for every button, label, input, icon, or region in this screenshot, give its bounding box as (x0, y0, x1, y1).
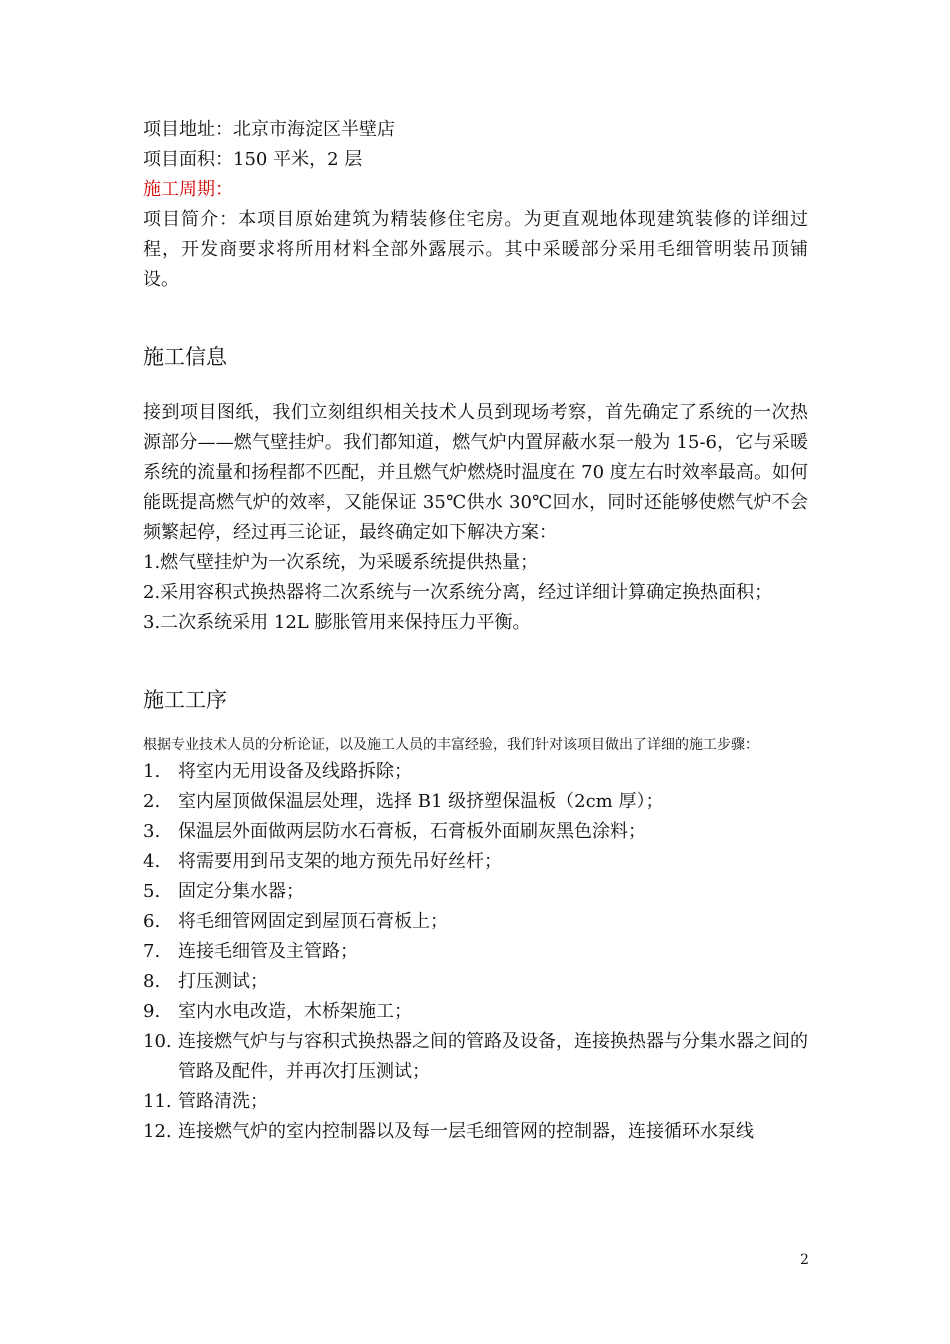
step-item (143, 997, 808, 1027)
step-number: 3. (143, 821, 161, 842)
step-number: 4. (143, 851, 161, 872)
step-number: 12. (143, 1121, 172, 1142)
step-text: 将室内无用设备及线路拆除； (178, 761, 412, 782)
step-number: 9. (143, 1001, 161, 1022)
construction-info-body: 接到项目图纸，我们立刻组织相关技术人员到现场考察，首先确定了系统的一次热源部分——燃气壁挂炉。我们都知道，燃气炉内置屏蔽水泵一般为 15-6，它与采暖系统的流量和扬程都不匹配，并且燃气炉燃烧时温度在 70 度左右时效率最高。如何能既提高燃气炉的效率，又能保证 35℃供水 30℃回水，同时还能够使燃气炉不会频繁起停，经过再三论证，最终确定如下解决方案： (143, 402, 808, 543)
step-item (143, 817, 808, 847)
step-text: 连接燃气炉与与容积式换热器之间的管路及设备，连接换热器与分集水器之间的管路及配件，并再次打压测试； (178, 1031, 808, 1082)
project-address: 项目地址：北京市海淀区半壁店 (143, 119, 395, 140)
step-text: 连接燃气炉的室内控制器以及每一层毛细管网的控制器，连接循环水泵线 (178, 1121, 754, 1142)
step-text: 将毛细管网固定到屋顶石膏板上； (178, 911, 448, 932)
step-text: 将需要用到吊支架的地方预先吊好丝杆； (178, 851, 502, 872)
step-item (143, 1117, 808, 1147)
step-item (143, 847, 808, 877)
step-item (143, 937, 808, 967)
section-heading-construction-info: 施工信息 (143, 345, 227, 369)
step-number: 2. (143, 791, 161, 812)
section-heading-construction-steps: 施工工序 (143, 688, 227, 712)
step-number: 7. (143, 941, 161, 962)
step-text: 管路清洗； (178, 1091, 268, 1112)
solution-point: 2.采用容积式换热器将二次系统与一次系统分离，经过详细计算确定换热面积； (143, 582, 773, 603)
step-item (143, 907, 808, 937)
step-item (143, 1027, 808, 1087)
project-area: 项目面积：150 平米，2 层 (143, 149, 363, 170)
step-text: 固定分集水器； (178, 881, 304, 902)
construction-steps-intro: 根据专业技术人员的分析论证，以及施工人员的丰富经验，我们针对该项目做出了详细的施工步骤： (143, 737, 759, 753)
step-text: 连接毛细管及主管路； (178, 941, 358, 962)
step-text: 打压测试； (178, 971, 268, 992)
step-number: 1. (143, 761, 161, 782)
project-period: 施工周期： (143, 179, 233, 200)
page-content (143, 115, 808, 1147)
step-number: 5. (143, 881, 161, 902)
solution-point: 3.二次系统采用 12L 膨胀管用来保持压力平衡。 (143, 612, 531, 633)
step-item (143, 757, 808, 787)
step-text: 室内屋顶做保温层处理，选择 B1 级挤塑保温板（2cm 厚）； (178, 791, 664, 812)
step-number: 11. (143, 1091, 172, 1112)
construction-steps-list (143, 757, 808, 1147)
step-number: 8. (143, 971, 161, 992)
solution-point: 1.燃气壁挂炉为一次系统，为采暖系统提供热量； (143, 552, 539, 573)
step-item (143, 787, 808, 817)
project-intro: 项目简介：本项目原始建筑为精装修住宅房。为更直观地体现建筑装修的详细过程，开发商要求将所用材料全部外露展示。其中采暖部分采用毛细管明装吊顶铺设。 (143, 209, 808, 290)
step-text: 室内水电改造，木桥架施工； (178, 1001, 412, 1022)
step-number: 10. (143, 1031, 172, 1052)
step-number: 6. (143, 911, 161, 932)
step-item (143, 877, 808, 907)
step-text: 保温层外面做两层防水石膏板，石膏板外面刷灰黑色涂料； (178, 821, 646, 842)
step-item (143, 967, 808, 997)
page-number: 2 (800, 1252, 809, 1268)
step-item (143, 1087, 808, 1117)
